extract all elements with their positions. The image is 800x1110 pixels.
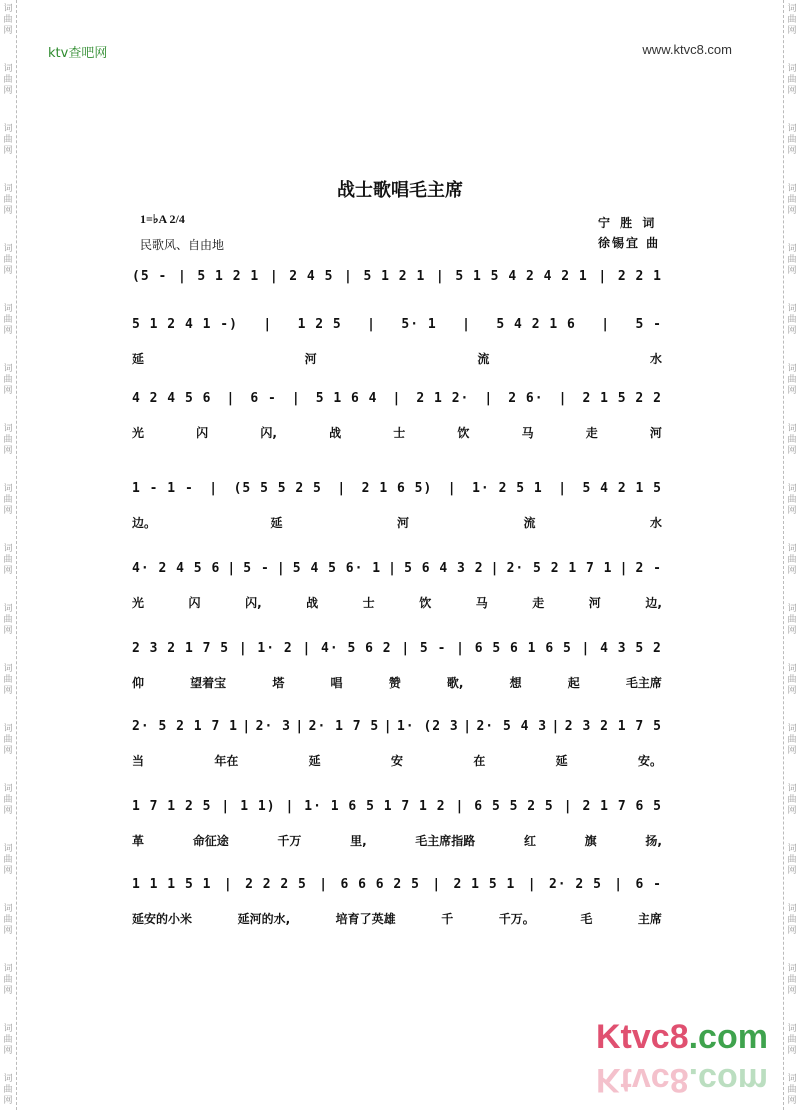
barline: | (527, 876, 537, 892)
measure: 5 1 2 4 1 -) (132, 316, 238, 332)
side-stamp: 词曲网 (3, 184, 13, 216)
lyric-syllable: 水 (649, 516, 662, 530)
barline: | (601, 316, 611, 332)
side-stamp: 词曲网 (787, 784, 797, 816)
lyrics-line (132, 514, 662, 532)
lyric-syllable: 塔 (272, 676, 285, 690)
barline: | (558, 480, 568, 496)
measure: 5 4 2 1 6 (496, 316, 576, 332)
barline: | (455, 798, 465, 814)
lyric-syllable: 士 (362, 596, 375, 610)
notation-line (132, 264, 662, 288)
lyric-syllable: 光 (132, 426, 145, 440)
side-stamp: 词曲网 (3, 424, 13, 456)
barline: | (383, 718, 393, 734)
lyric-syllable: 红 (523, 834, 536, 848)
lyric-syllable: 安 (390, 754, 403, 768)
lyric-syllable: 战 (329, 426, 342, 440)
lyric-syllable: 闪, (260, 426, 277, 440)
lyric-syllable: 饮 (457, 426, 470, 440)
side-stamp: 词曲网 (3, 1024, 13, 1056)
barline: | (291, 390, 301, 406)
lyric-syllable: 在 (473, 754, 486, 768)
side-stamp: 词曲网 (3, 484, 13, 516)
side-stamp: 词曲网 (3, 904, 13, 936)
measure: 2 2 2 5 (245, 876, 307, 892)
site-name-link[interactable]: ktv查吧网 (48, 46, 108, 61)
score-row (132, 714, 662, 770)
watermark-reflection: Ktvc8.com (596, 1061, 768, 1099)
lyric-syllable: 仰 (132, 676, 145, 690)
score-row (132, 312, 662, 368)
measure: 2 - (635, 560, 662, 576)
lyric-syllable: 唱 (330, 676, 343, 690)
lyric-syllable: 千 (441, 912, 454, 926)
lyric-syllable: 主席 (637, 912, 662, 926)
barline: | (563, 798, 573, 814)
measure: 4 2 4 5 6 (132, 390, 212, 406)
score-row (132, 556, 662, 612)
barline: | (388, 560, 397, 576)
lyric-syllable: 扬, (645, 834, 662, 848)
barline: | (392, 390, 402, 406)
lyric-syllable: 河 (649, 426, 662, 440)
side-stamp: 词曲网 (3, 64, 13, 96)
notation-line (132, 794, 662, 818)
side-stamp: 词曲网 (787, 664, 797, 696)
barline: | (462, 316, 471, 332)
lyric-syllable: 望着宝 (190, 676, 227, 690)
barline: | (238, 640, 248, 656)
lyric-syllable: 延安的小米 (132, 912, 193, 926)
lyric-syllable: 歌, (446, 676, 464, 690)
side-stamp: 词曲网 (787, 1024, 797, 1056)
barline: | (490, 560, 500, 576)
measure: 2 3 2 1 7 5 (564, 718, 662, 734)
measure: (5 5 5 2 5 (233, 480, 322, 496)
site-url-link[interactable]: www.ktvc8.com (642, 42, 732, 57)
lyric-syllable: 千万 (277, 834, 302, 848)
lyric-syllable: 里, (350, 834, 367, 848)
barline: | (401, 640, 411, 656)
measure: 2 3 2 1 7 5 (132, 640, 230, 656)
lyric-syllable: 想 (509, 676, 522, 690)
measure: 5 1 5 4 2 4 2 1 (455, 268, 588, 284)
measure: 5 1 6 4 (315, 390, 378, 406)
lyric-syllable: 千万。 (498, 912, 535, 926)
measure: 6 5 5 2 5 (474, 798, 554, 814)
side-stamp: 词曲网 (787, 964, 797, 996)
measure: 2· 1 7 5 (308, 718, 380, 734)
measure: 2 4 5 (289, 268, 334, 284)
score-row (132, 794, 662, 850)
side-stamp: 词曲网 (787, 424, 797, 456)
measure: 1· (2 3 (396, 718, 459, 734)
lyric-syllable: 河 (396, 516, 409, 530)
left-side-strip (0, 0, 17, 1110)
barline: | (269, 268, 279, 284)
lyric-syllable: 起 (567, 676, 580, 690)
lyric-syllable: 延 (555, 754, 568, 768)
barline: | (581, 640, 591, 656)
lyric-syllable: 河 (588, 596, 601, 610)
barline: | (319, 876, 329, 892)
song-title: 战士歌唱毛主席 (337, 180, 463, 201)
barline: | (463, 718, 473, 734)
barline: | (302, 640, 312, 656)
side-stamp: 词曲网 (787, 4, 797, 36)
barline: | (598, 268, 608, 284)
lyric-syllable: 毛 (580, 912, 593, 926)
side-stamp: 词曲网 (787, 724, 797, 756)
side-stamp: 词曲网 (3, 4, 13, 36)
barline: | (242, 718, 252, 734)
barline: | (337, 480, 347, 496)
lyric-syllable: 闪, (245, 596, 262, 610)
side-stamp: 词曲网 (3, 304, 13, 336)
measure: 2· 2 5 (548, 876, 602, 892)
measure: 5· 1 (401, 316, 437, 332)
barline: | (344, 268, 353, 284)
lyric-syllable: 边。 (132, 516, 157, 530)
side-stamp: 词曲网 (787, 184, 797, 216)
lyric-syllable: 光 (132, 596, 145, 610)
lyrics-line (132, 424, 662, 442)
lyric-syllable: 旗 (584, 834, 597, 848)
measure: 2 2 1 (617, 268, 662, 284)
lyric-syllable: 延河的水, (237, 912, 291, 926)
side-stamp: 词曲网 (787, 304, 797, 336)
measure: 2 1 6 5) (361, 480, 433, 496)
measure: 5 - (243, 560, 270, 576)
lyric-syllable: 河 (304, 352, 317, 366)
composer-credit: 徐锡宜 曲 (598, 236, 661, 250)
side-stamp: 词曲网 (787, 1074, 797, 1106)
barline: | (367, 316, 376, 332)
lyric-syllable: 水 (649, 352, 662, 366)
side-stamp: 词曲网 (3, 124, 13, 156)
measure: 1 1 1 5 1 (132, 876, 212, 892)
measure: 4· 5 6 2 (321, 640, 392, 656)
barline: | (619, 560, 629, 576)
side-stamp: 词曲网 (787, 64, 797, 96)
barline: | (221, 798, 231, 814)
barline: | (435, 268, 445, 284)
measure: 2· 5 2 1 7 1 (506, 560, 613, 576)
lyric-syllable: 革 (132, 834, 145, 848)
lyric-syllable: 马 (521, 426, 534, 440)
notation-line (132, 312, 662, 336)
lyric-syllable: 流 (523, 516, 536, 530)
barline: | (276, 560, 286, 576)
lyrics-line (132, 594, 662, 612)
measure: 5 1 2 1 (363, 268, 426, 284)
notation-line (132, 636, 662, 660)
right-side-strip (783, 0, 800, 1110)
barline: | (177, 268, 187, 284)
lyricist-credit: 宁 胜 词 (598, 216, 658, 230)
lyric-syllable: 走 (532, 596, 545, 610)
lyric-syllable: 闪 (196, 426, 209, 440)
side-stamp: 词曲网 (3, 364, 13, 396)
measure: (5 - (132, 268, 168, 284)
measure: 2· 5 4 3 (476, 718, 548, 734)
notation-line (132, 476, 662, 500)
side-stamp: 词曲网 (787, 124, 797, 156)
lyric-syllable: 士 (393, 426, 406, 440)
measure: 1· 2 (257, 640, 293, 656)
lyric-syllable: 边, (645, 596, 662, 610)
lyric-syllable: 年在 (214, 754, 239, 768)
lyric-syllable: 流 (477, 352, 490, 366)
side-stamp: 词曲网 (787, 904, 797, 936)
side-stamp: 词曲网 (787, 844, 797, 876)
lyric-syllable: 安。 (637, 754, 662, 768)
lyric-syllable: 延 (132, 352, 145, 366)
barline: | (551, 718, 561, 734)
score-row (132, 386, 662, 442)
measure: 6 6 6 2 5 (340, 876, 420, 892)
side-stamp: 词曲网 (3, 844, 13, 876)
barline: | (285, 798, 295, 814)
measure: 1· 2 5 1 (472, 480, 543, 496)
lyric-syllable: 闪 (188, 596, 201, 610)
side-stamp: 词曲网 (3, 664, 13, 696)
lyrics-line (132, 674, 662, 692)
barline: | (432, 876, 442, 892)
lyric-syllable: 培育了英雄 (335, 912, 396, 926)
measure: 5 1 2 1 (197, 268, 260, 284)
notation-line (132, 872, 662, 896)
measure: 2 1 5 2 2 (582, 390, 662, 406)
lyric-syllable: 毛主席指路 (415, 834, 476, 848)
lyric-syllable: 毛主席 (625, 676, 662, 690)
measure: 5 6 4 3 2 (404, 560, 484, 576)
site-watermark-logo: Ktvc8.com (596, 1018, 768, 1056)
measure: 2 6· (508, 390, 544, 406)
notation-line (132, 714, 662, 738)
side-stamp: 词曲网 (3, 1074, 13, 1106)
side-stamp: 词曲网 (3, 784, 13, 816)
measure: 5 - (635, 316, 662, 332)
score-row (132, 636, 662, 692)
lyric-syllable: 延 (308, 754, 321, 768)
measure: 2· 5 2 1 7 1 (132, 718, 238, 734)
measure: 5 4 2 1 5 (582, 480, 662, 496)
barline: | (558, 390, 568, 406)
barline: | (295, 718, 305, 734)
lyrics-line (132, 350, 662, 368)
barline: | (223, 876, 233, 892)
lyrics-line (132, 832, 662, 850)
lyric-syllable: 马 (475, 596, 488, 610)
side-stamp: 词曲网 (787, 604, 797, 636)
side-stamp: 词曲网 (3, 544, 13, 576)
key-signature: 1=♭A 2/4 (140, 212, 185, 226)
measure: 1· 1 6 5 1 7 1 2 (304, 798, 446, 814)
barline: | (209, 480, 219, 496)
side-stamp: 词曲网 (3, 244, 13, 276)
measure: 2· 3 (255, 718, 291, 734)
measure: 5 4 5 6· 1 (292, 560, 382, 576)
lyric-syllable: 命征途 (192, 834, 229, 848)
barline: | (484, 390, 494, 406)
measure: 6 - (250, 390, 277, 406)
lyric-syllable: 延 (270, 516, 283, 530)
lyric-syllable: 走 (585, 426, 598, 440)
side-stamp: 词曲网 (3, 964, 13, 996)
side-stamp: 词曲网 (787, 244, 797, 276)
score-row (132, 476, 662, 532)
measure: 1 7 1 2 5 (132, 798, 212, 814)
barline: | (226, 390, 236, 406)
measure: 2 1 5 1 (453, 876, 516, 892)
measure: 6 5 6 1 6 5 (474, 640, 572, 656)
barline: | (614, 876, 624, 892)
barline: | (456, 640, 465, 656)
lyrics-line (132, 752, 662, 770)
notation-line (132, 556, 662, 580)
lyrics-line (132, 910, 662, 928)
notation-line (132, 386, 662, 410)
side-stamp: 词曲网 (787, 544, 797, 576)
measure: 2 1 7 6 5 (582, 798, 662, 814)
score-row (132, 872, 662, 928)
measure: 5 - (419, 640, 447, 656)
barline: | (263, 316, 273, 332)
barline: | (227, 560, 237, 576)
side-stamp: 词曲网 (787, 364, 797, 396)
measure: 6 - (635, 876, 662, 892)
barline: | (447, 480, 457, 496)
measure: 1 1) (240, 798, 276, 814)
side-stamp: 词曲网 (3, 604, 13, 636)
side-stamp: 词曲网 (787, 484, 797, 516)
measure: 1 - 1 - (132, 480, 194, 496)
measure: 1 2 5 (297, 316, 342, 332)
side-stamp: 词曲网 (3, 724, 13, 756)
performance-style: 民歌风、自由地 (140, 238, 225, 252)
lyric-syllable: 赞 (388, 676, 401, 690)
lyric-syllable: 战 (306, 596, 319, 610)
lyric-syllable: 当 (132, 754, 145, 768)
measure: 2 1 2· (416, 390, 470, 406)
lyric-syllable: 饮 (419, 596, 432, 610)
measure: 4 3 5 2 (600, 640, 662, 656)
measure: 4· 2 4 5 6 (132, 560, 221, 576)
